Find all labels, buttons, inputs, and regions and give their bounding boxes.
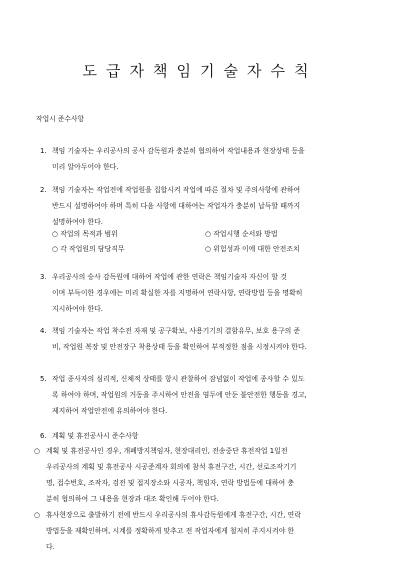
- rule-text-line: 계획 및 휴전공사시 준수사항: [52, 432, 139, 440]
- rule-text-line: 록 하여야 하며, 작업원의 거동을 주시하여 안전을 염두에 안둔 불안전한 행동을 경고,: [52, 391, 307, 399]
- rule-text-line: 작업 종사자의 심리적, 신체적 상태를 항시 관찰하여 잠념없이 작업에 종사할 수 있도: [52, 375, 305, 383]
- rule-text-line: 책임 기술자는 우리공사의 공사 감독원과 충분히 협의하여 작업내용과 현장상태 등을: [52, 147, 305, 155]
- rule-item-4: [40, 323, 358, 355]
- bullet-text-line: 다.: [46, 543, 55, 551]
- rule-item-6-bullet-2: [34, 507, 358, 555]
- rule-item-6-bullet-1: [34, 443, 358, 507]
- rule-number: 1.: [40, 147, 47, 155]
- rule-text-line: 이며 부득이한 경우에는 미리 확실한 자를 지명하여 연락사항, 연락방법 등을 명확히: [52, 289, 303, 297]
- page-title: 도급자책임기술자수칙: [82, 62, 318, 80]
- rule-item-2-options: [52, 227, 358, 257]
- bullet-text-line: 계획 및 휴전공사인 경우, 개폐방지책임자, 현장대리인, 전송중단 휴전작업 1일전: [46, 447, 288, 455]
- rule-text-line: 지시하여야 한다.: [52, 305, 103, 313]
- rule-item-3: [40, 269, 358, 317]
- bullet-text-line: 휴사현장으로 출발하기 전에 반드시 우리공사의 휴사감독원에게 휴전구간, 시간, 연락: [46, 511, 301, 519]
- bullet-text-line: 우리공사의 계획 및 휴전공사 시공준계자 회의에 참석 휴전구간, 시간, 선로조작기기: [46, 463, 297, 471]
- option-item: ○ 작업시행 순서와 방법: [205, 230, 278, 238]
- rule-number: 3.: [40, 273, 47, 281]
- rule-text-line: 비, 작업원 복장 및 안전장구 착용상태 등을 확인하여 부적정한 점을 시정시켜야 한다.: [52, 343, 307, 351]
- section-subtitle: 작업시 준수사항: [36, 115, 85, 123]
- bullet-text-line: 명, 접수번호, 조작자, 검전 및 접지장소와 시공자, 책임자, 연락 방법등에 대하여 충: [46, 479, 295, 487]
- rule-number: 4.: [40, 327, 47, 335]
- rule-text-line: 제지하여 작업안전에 유의하여야 한다.: [52, 407, 168, 415]
- bullet-mark: ○: [34, 447, 41, 455]
- rule-number: 6.: [40, 432, 47, 440]
- rule-number: 5.: [40, 375, 47, 383]
- rule-number: 2.: [40, 186, 47, 194]
- rule-text-line: 설명하여야 한다.: [52, 218, 103, 226]
- rule-text-line: 책임 기술자는 작업 착수전 자재 및 공구확보, 사용기기의 결함유무, 보호 용구의 준: [52, 327, 301, 335]
- rule-item-6: [40, 428, 358, 444]
- rule-text-line: 미리 알아두어야 한다.: [52, 163, 119, 171]
- rule-item-5: [40, 371, 358, 419]
- rule-text-line: 우리공사의 승사 감독원에 대하여 작업에 관한 연락은 책임기술자 자신이 할 것: [52, 273, 287, 281]
- rule-text-line: 반드시 설명하여야 하며 특히 다음 사항에 대하여는 작업자가 충분히 납득할 때까지: [52, 202, 301, 210]
- option-item: ○ 각 작업원의 담당직무: [52, 245, 125, 253]
- bullet-mark: ○: [34, 511, 41, 519]
- rule-item-2: [40, 182, 358, 230]
- bullet-text-line: 분히 협의하여 그 내용을 현장과 대조 확인해 두어야 한다.: [46, 495, 219, 503]
- option-item: ○ 위험성과 이에 대한 안전조치: [205, 245, 300, 253]
- rule-item-1: [40, 143, 358, 175]
- bullet-text-line: 방법등을 재확인하며, 시계를 정확하게 맞추고 전 작업자에게 철저히 주지시켜야 한: [46, 527, 295, 535]
- option-item: ○ 작업의 목적과 범위: [52, 230, 118, 238]
- rule-text-line: 책임 기술자는 작업전에 작업원을 집합시켜 작업에 따른 절차 및 주의사항에 관하여: [52, 186, 301, 194]
